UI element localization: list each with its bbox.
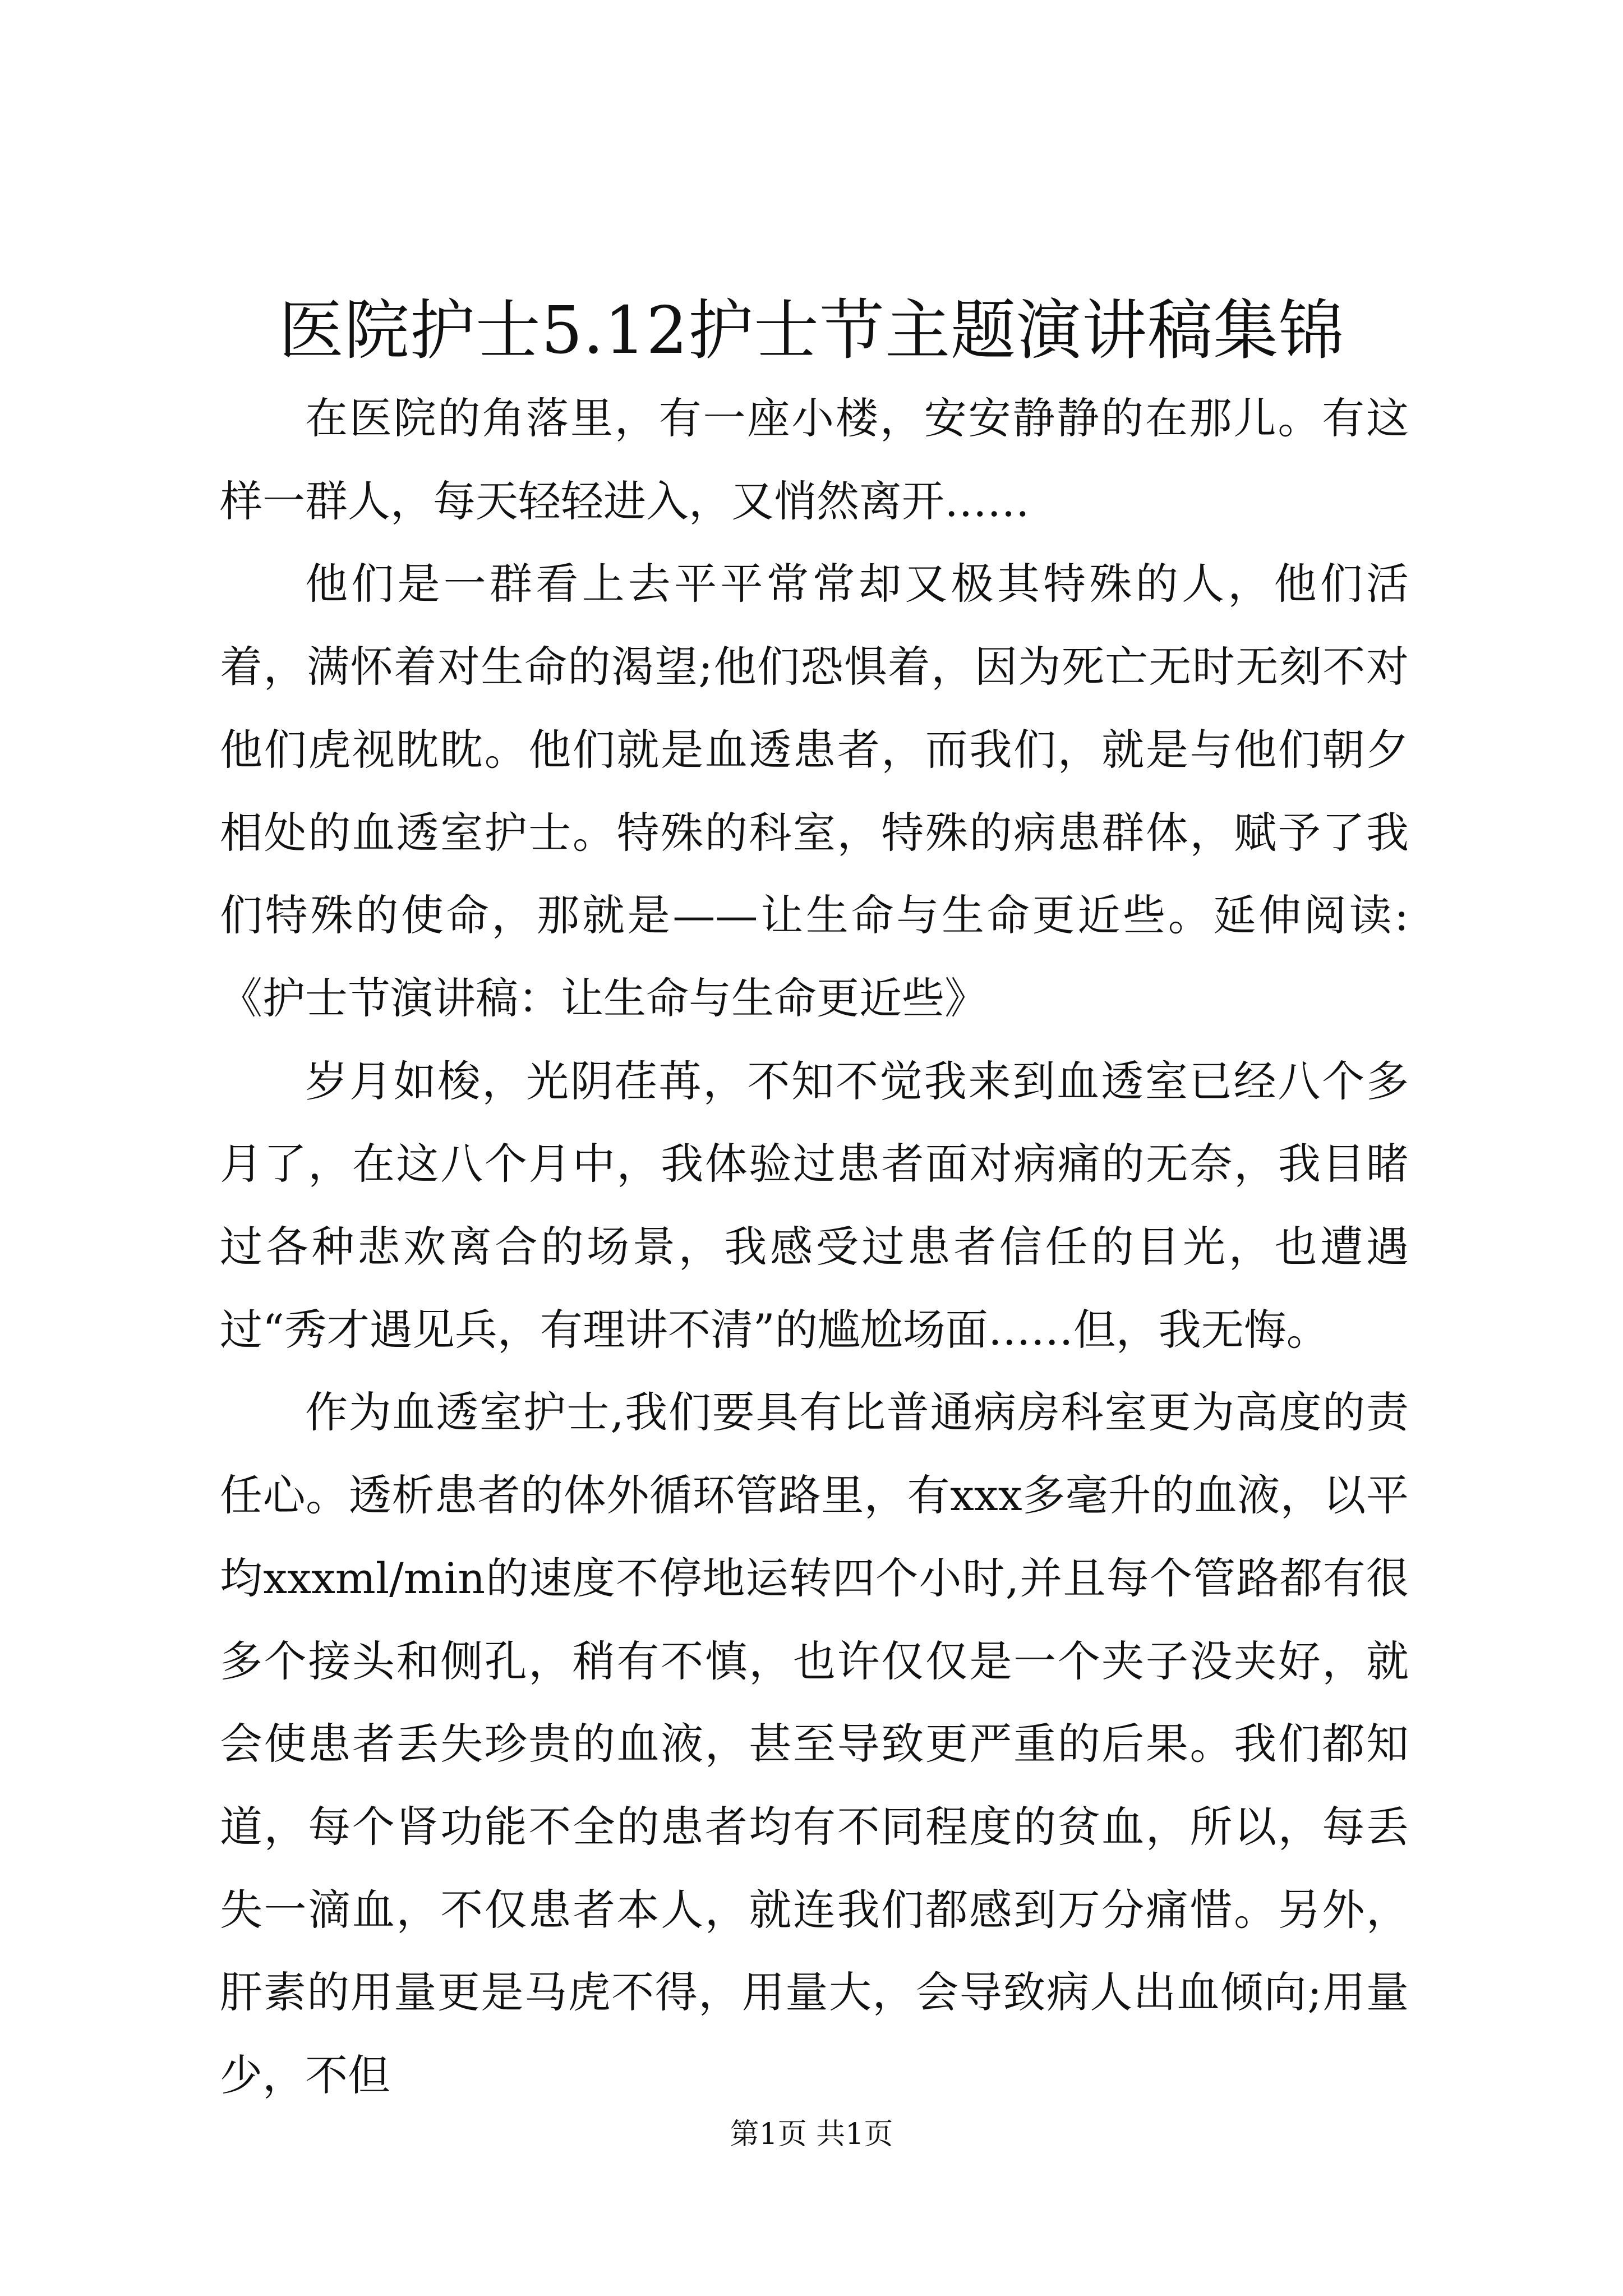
paragraph: 岁月如梭，光阴荏苒，不知不觉我来到血透室已经八个多月了，在这八个月中，我体验过患者面对病痛的无奈，我目睹过各种悲欢离合的场景，我感受过患者信任的目光，也遭遇过“秀才遇见兵，有理讲不清”的尴尬场面……但，我无悔。 [220, 1056, 1409, 1355]
document-title: 医院护士5.12护士节主题演讲稿集锦 [278, 293, 1345, 369]
paragraph: 他们是一群看上去平平常常却又极其特殊的人，他们活着，满怀着对生命的渴望;他们恐惧着，因为死亡无时无刻不对他们虎视眈眈。他们就是血透患者，而我们，就是与他们朝夕相处的血透室护士。特殊的科室，特殊的病患群体，赋予了我们特殊的使命，那就是——让生命与生命更近些。延伸阅读:《护士节演讲稿：让生命与生命更近些》 [220, 559, 1409, 1023]
document-body [220, 377, 1409, 2117]
paragraph: 作为血透室护士,我们要具有比普通病房科室更为高度的责任心。透析患者的体外循环管路里，有xxx多毫升的血液，以平均xxxml/min的速度不停地运转四个小时,并且每个管路都有很多个接头和侧孔，稍有不慎，也许仅仅是一个夹子没夹好，就会使患者丢失珍贵的血液，甚至导致更严重的后果。我们都知道，每个肾功能不全的患者均有不同程度的贫血，所以，每丢失一滴血，不仅患者本人，就连我们都感到万分痛惜。另外，肝素的用量更是马虎不得，用量大，会导致病人出血倾向;用量少，不但 [220, 1387, 1409, 2101]
page-footer: 第1页 共1页 [730, 2118, 893, 2151]
paragraph: 在医院的角落里，有一座小楼，安安静静的在那儿。有这样一群人，每天轻轻进入，又悄然离开…… [220, 393, 1409, 526]
